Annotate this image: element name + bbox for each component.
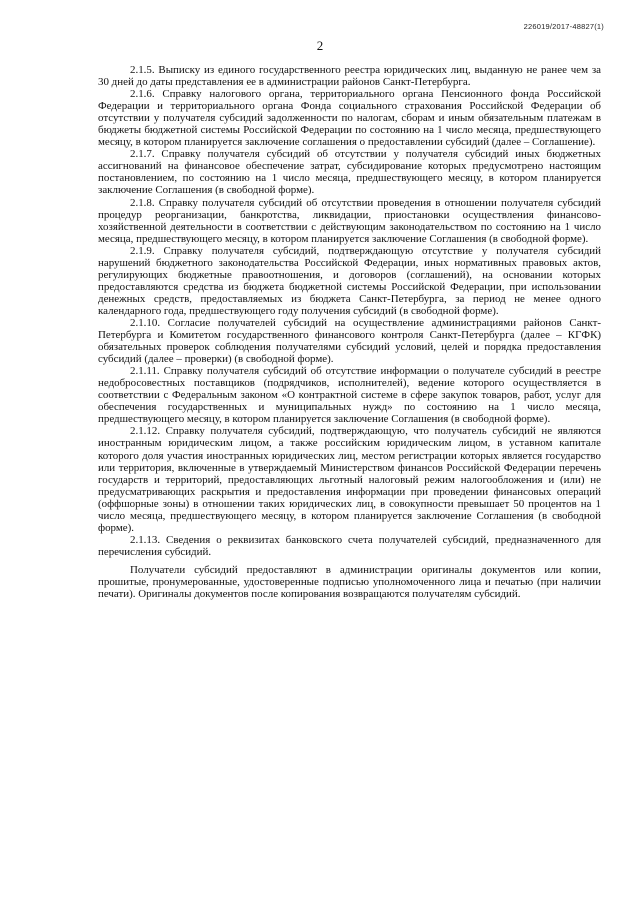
- paragraph-2-1-9: 2.1.9. Справку получателя субсидий, подтверждающую отсутствие у получателя субсидий нарушений бюджетного законодательства Российской Федерации, иных нормативных правовых актов, регулирующих бюджетные правоотношения, и договоров (соглашений), на основании которых предоставляются средства из бюджета бюджетной системы Российской Федерации, при использовании денежных средств, предоставляемых из бюджета Санкт-Петербурга, за период не менее одного календарного года, предшествующего году получения субсидий (в свободной форме).: [98, 244, 601, 317]
- paragraph-2-1-6: 2.1.6. Справку налогового органа, территориального органа Пенсионного фонда Российской Федерации и территориального органа Фонда социального страхования Российской Федерации об отсутствии у получателя субсидий задолженности по налогам, сборам и иным обязательным платежам в бюджеты бюджетной системы Российской Федерации по состоянию на 1 число месяца, предшествующего месяцу, в котором планируется заключение соглашения о предоставлении субсидий (далее – Соглашение).: [98, 88, 601, 149]
- paragraph-2-1-8: 2.1.8. Справку получателя субсидий об отсутствии проведения в отношении получателя субсидий процедур реорганизации, банкротства, ликвидации, приостановки осуществления финансово-хозяйственной деятельности в соответствии с действующим законодательством по состоянию на 1 число месяца, предшествующего месяцу, в котором планируется заключение Соглашения (в свободной форме).: [98, 196, 601, 245]
- paragraph-2-1-13: 2.1.13. Сведения о реквизитах банковского счета получателей субсидий, предназначенного для перечисления субсидий.: [98, 533, 601, 558]
- page-number: 2: [316, 38, 324, 53]
- document-body: [98, 64, 601, 600]
- paragraph-originals-note: Получатели субсидий предоставляют в администрации оригиналы документов или копии, прошитые, пронумерованные, удостоверенные подписью уполномоченного лица и печатью (при наличии печати). Оригиналы документов после копирования возвращаются получателям субсидий.: [98, 563, 601, 601]
- paragraph-2-1-12: 2.1.12. Справку получателя субсидий, подтверждающую, что получатель субсидий не являются иностранным юридическим лицом, а также российским юридическим лицом, в уставном капитале которого доля участия иностранных юридических лиц, местом регистрации которых является государство или территория, включенные в утверждаемый Министерством финансов Российской Федерации перечень государств и территорий, предоставляющих льготный налоговый режим налогообложения и (или) не предусматривающих раскрытия и предоставления информации при проведении финансовых операций (оффшорные зоны) в отношении таких юридических лиц, в совокупности превышает 50 процентов на 1 число месяца, предшествующего месяцу, в котором планируется заключение Соглашения (в свободной форме).: [98, 425, 601, 534]
- paragraph-2-1-5: 2.1.5. Выписку из единого государственного реестра юридических лиц, выданную не ранее чем за 30 дней до даты представления ее в администрации районов Санкт-Петербурга.: [98, 64, 601, 89]
- document-id: 226019/2017-48827(1): [523, 22, 604, 31]
- paragraph-2-1-11: 2.1.11. Справку получателя субсидий об отсутствие информации о получателе субсидий в реестре недобросовестных поставщиков (подрядчиков, исполнителей), ведение которого осуществляется в соответствии с Федеральным законом «О контрактной системе в сфере закупок товаров, работ, услуг для обеспечения государственных и муниципальных нужд» по состоянию на 1 число месяца, предшествующего месяцу, в котором планируется заключение Соглашения (в свободной форме).: [98, 365, 601, 426]
- paragraph-2-1-10: 2.1.10. Согласие получателей субсидий на осуществление администрациями районов Санкт-Петербурга и Комитетом государственного финансового контроля Санкт-Петербурга (далее – КГФК) обязательных проверок соблюдения получателями субсидий условий, целей и порядка предоставления субсидий (далее – проверки) (в свободной форме).: [98, 316, 601, 366]
- paragraph-2-1-7: 2.1.7. Справку получателя субсидий об отсутствии у получателя субсидий иных бюджетных ассигнований на финансовое обеспечение затрат, субсидирование которых предусмотрено настоящим постановлением, по состоянию на 1 число месяца, предшествующего месяцу, в котором планируется заключение Соглашения (в свободной форме).: [98, 148, 601, 197]
